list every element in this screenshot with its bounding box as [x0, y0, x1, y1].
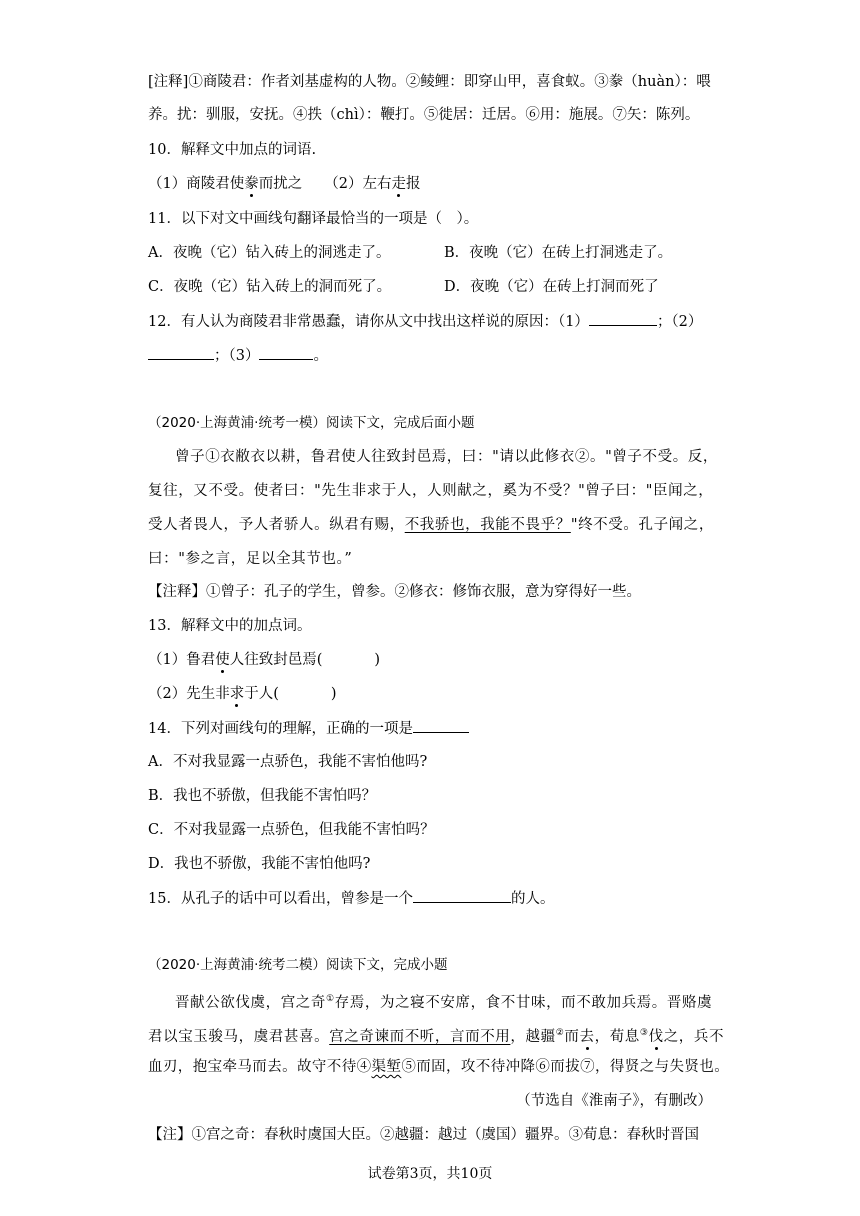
text-line: 复往，又不受。使者曰："先生非求于人，人则献之，奚为不受？"曾子曰："臣闻之， [148, 483, 714, 499]
dotted-word: 使 [215, 652, 230, 668]
question-12: 12．有人认为商陵君非常愚蠢，请你从文中找出这样说的原因：（1） ；（2） [148, 311, 702, 332]
underlined-sentence: 不我骄也，我能不畏乎？ [404, 517, 571, 533]
question-11: 11．以下对文中画线句翻译最恰当的一项是（ ）。 [148, 211, 479, 227]
wavy-underlined-word: 渠堑 [371, 1059, 402, 1075]
text-line: 曾子①衣敝衣以耕，鲁君使人往致封邑焉，曰："请以此修衣②。"曾子不受。反， [175, 449, 719, 465]
dotted-word: 豢 [244, 176, 259, 192]
page-footer: 试卷第3页，共10页 [367, 1166, 493, 1182]
option-11c: C．夜晚（它）钻入砖上的洞而死了。 [148, 279, 392, 295]
option-14a: A．不对我显露一点骄色，我能不害怕他吗? [148, 754, 428, 770]
note-line: 【注】①宫之奇：春秋时虞国大臣。②越疆：越过（虞国）疆界。③荀息：春秋时晋国 [148, 1127, 699, 1143]
answer-blank[interactable] [413, 888, 511, 903]
dotted-word: 求 [229, 686, 245, 702]
dotted-word: 伐 [648, 1028, 664, 1045]
answer-blank[interactable] [413, 718, 469, 733]
source-line: （2020·上海黄浦·统考一模）阅读下文，完成后面小题 [148, 415, 475, 431]
question-15: 15．从孔子的话中可以看出，曾参是一个 的人。 [148, 888, 554, 909]
dotted-word: 走 [391, 176, 406, 192]
option-14d: D．我也不骄傲，我能不害怕他吗? [148, 856, 371, 872]
source-line: （2020·上海黄浦·统考二模）阅读下文，完成小题 [148, 957, 448, 973]
note-line-1: [注释]①商陵君：作者刘基虚构的人物。②鲮鲤：即穿山甲，喜食蚁。③豢（huàn）：喂 [148, 74, 711, 90]
question-13-item-2: （2）先生非求于人( ) [148, 686, 337, 702]
option-11b: B．夜晚（它）在砖上打洞逃走了。 [444, 245, 673, 261]
question-13-item-1: （1）鲁君使人往致封邑焉( ) [148, 652, 381, 668]
dotted-word: 去 [579, 1028, 595, 1045]
underlined-sentence: 宫之奇谏而不听，言而不用 [329, 1028, 511, 1045]
option-11d: D．夜晚（它）在砖上打洞而死了 [444, 279, 659, 295]
answer-blank[interactable] [148, 345, 214, 360]
option-14c: C．不对我显露一点骄色，但我能不害怕吗？ [148, 822, 435, 838]
text-line: 曰："参之言，足以全其节也。” [148, 551, 353, 567]
note-line-2: 养。扰：驯服，安抚。④抶（chì）：鞭打。⑤徙居：迁居。⑥用：施展。⑦矢：陈列。 [148, 107, 700, 123]
question-14: 14．下列对画线句的理解，正确的一项是 [148, 718, 469, 739]
question-12-cont: ；（3） 。 [148, 345, 328, 366]
option-11a: A．夜晚（它）钻入砖上的洞逃走了。 [148, 245, 391, 261]
text-line: 受人者畏人，予人者骄人。纵君有赐，不我骄也，我能不畏乎？"终不受。孔子闻之， [148, 517, 714, 533]
text-line: 晋献公欲伐虞，宫之奇①存焉，为之寝不安席，食不甘味，而不敢加兵焉。晋赂虞 [175, 994, 713, 1011]
answer-blank[interactable] [259, 345, 313, 360]
question-10: 10．解释文中加点的词语. [148, 142, 317, 158]
question-13: 13．解释文中的加点词。 [148, 618, 312, 634]
text-line: 君以宝玉骏马，虞君甚喜。宫之奇谏而不听，言而不用，越疆②而去，荀息③伐之，兵不 [148, 1028, 725, 1045]
question-10-items: （1）商陵君使豢而扰之 （2）左右走报 [148, 176, 421, 192]
citation: （节选自《淮南子》，有删改） [516, 1093, 712, 1109]
note-line: 【注释】①曾子：孔子的学生，曾参。②修衣：修饰衣服，意为穿得好一些。 [148, 584, 641, 600]
option-14b: B．我也不骄傲，但我能不害怕吗？ [148, 788, 377, 804]
answer-blank[interactable] [589, 311, 657, 326]
text-line: 血刃，抱宝牵马而去。故守不待④渠堑⑤而固，攻不待冲降⑥而拔⑦，得贤之与失贤也。 [148, 1059, 730, 1075]
